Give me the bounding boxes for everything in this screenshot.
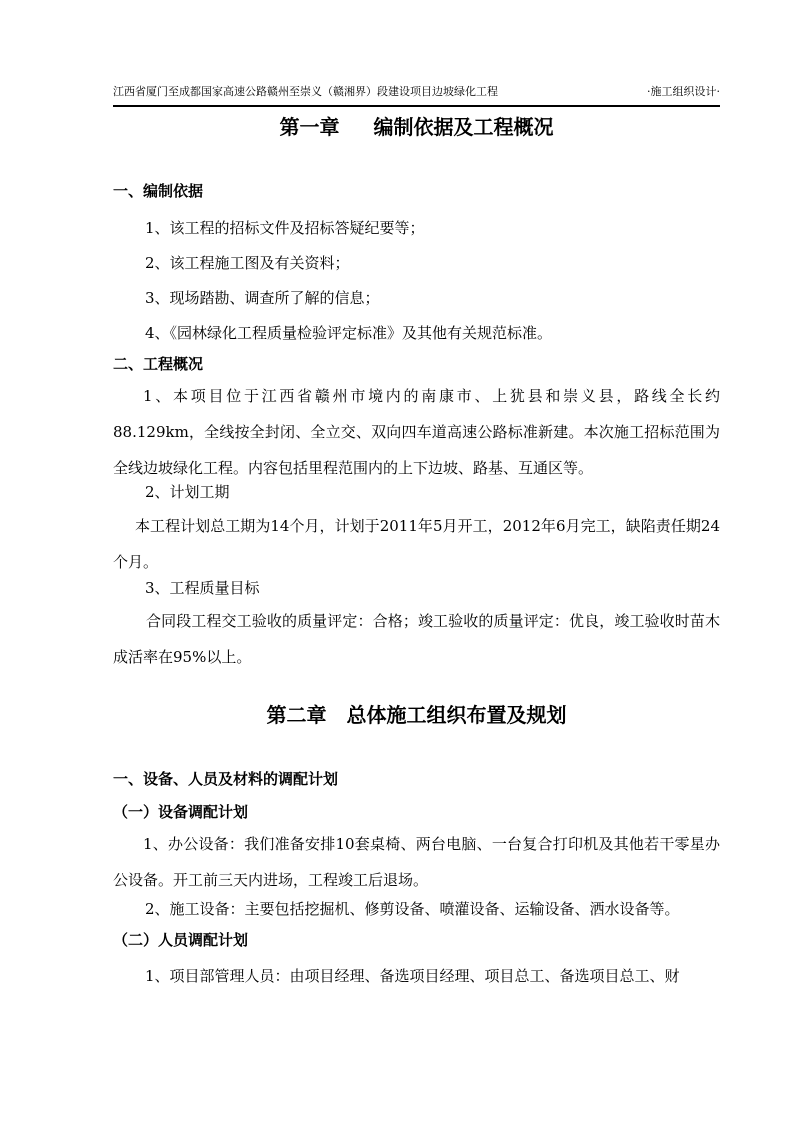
- header-project-title: 江西省厦门至成都国家高速公路赣州至崇义（赣湘界）段建设项目边坡绿化工程: [113, 85, 498, 98]
- quality-label: 3、工程质量目标: [145, 579, 260, 597]
- section-heading-overview: 二、工程概况: [113, 355, 204, 373]
- basis-item-1: 1、该工程的招标文件及招标答疑纪要等；: [145, 219, 425, 237]
- chapter-2-title: [113, 700, 720, 730]
- equipment-construction: 2、施工设备：主要包括挖掘机、修剪设备、喷灌设备、运输设备、洒水设备等。: [145, 900, 680, 918]
- header-divider: [113, 105, 720, 107]
- header-doc-type: ·施工组织设计·: [647, 85, 720, 98]
- quality-paragraph: 合同段工程交工验收的质量评定：合格；竣工验收的质量评定：优良，竣工验收时苗木成活率在95%以上。: [113, 612, 720, 666]
- basis-item-4: 4、《园林绿化工程质量检验评定标准》及其他有关规范标准。: [145, 324, 553, 342]
- subsection-equipment: （一）设备调配计划: [113, 803, 249, 821]
- staff-management: 1、项目部管理人员：由项目经理、备选项目经理、项目总工、备选项目总工、财: [145, 967, 680, 985]
- overview-paragraph: 1、本项目位于江西省赣州市境内的南康市、上犹县和崇义县，路线全长约88.129km，全线按全封闭、全立交、双向四车道高速公路标准新建。本次施工招标范围为全线边坡绿化工程。内容包括里程范围内的上下边坡、路基、互通区等。: [113, 387, 720, 477]
- chapter-1-name: 编制依据及工程概况: [373, 115, 554, 139]
- subsection-staff: （二）人员调配计划: [113, 931, 249, 949]
- section-heading-basis: 一、编制依据: [113, 182, 204, 200]
- schedule-paragraph: 本工程计划总工期为14个月，计划于2011年5月开工，2012年6月完工，缺陷责任期24个月。: [113, 517, 720, 571]
- chapter-2-name: 总体施工组织布置及规划: [346, 703, 567, 727]
- section-heading-allocation: 一、设备、人员及材料的调配计划: [113, 770, 339, 788]
- page-header: [113, 82, 720, 102]
- schedule-label: 2、计划工期: [145, 483, 230, 501]
- basis-item-2: 2、该工程施工图及有关资料；: [145, 254, 350, 272]
- equipment-office: 1、办公设备：我们准备安排10套桌椅、两台电脑、一台复合打印机及其他若干零星办公设备。开工前三天内进场，工程竣工后退场。: [113, 835, 720, 889]
- chapter-1-number: 第一章: [279, 115, 340, 139]
- basis-item-3: 3、现场踏勘、调查所了解的信息；: [145, 289, 380, 307]
- chapter-1-title: [113, 112, 720, 142]
- chapter-2-number: 第二章: [266, 703, 327, 727]
